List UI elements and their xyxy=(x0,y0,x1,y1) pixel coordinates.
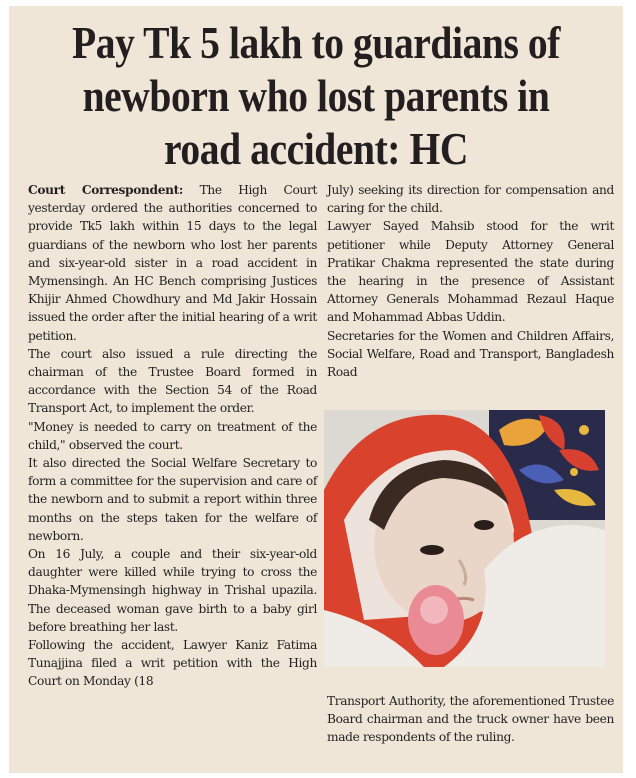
paragraph: Lawyer Sayed Mahsib stood for the writ petitioner while Deputy Attorney General Pratikar Chakma represented the state during the hearing in the presence of Assistant Attorney Generals Mohammad Rezaul Haque and Mohammad Abbas Uddin. xyxy=(327,219,614,325)
paragraph-text: The High Court yesterday ordered the authorities concerned to provide Tk5 lakh within 15 days to the legal guardians of the newborn who lost her parents and six-year-old sister in a road accident in Mymensingh. An HC Bench comprising Justices Khijir Ahmed Chowdhury and Md Jakir Hossain issued the order after the initial hearing of a writ petition. xyxy=(28,183,317,343)
paragraph: Following the accident, Lawyer Kaniz Fatima Tunajjina filed a writ petition with the High Court on Monday (18 xyxy=(28,638,317,689)
headline: Pay Tk 5 lakh to guardians of newborn who lost parents in road accident: HC xyxy=(71,17,561,174)
paragraph: The court also issued a rule directing the chairman of the Trustee Board formed in accordance with the Section 54 of the Road Transport Act, to implement the order. xyxy=(28,346,317,416)
paragraph: Secretaries for the Women and Children Affairs, Social Welfare, Road and Transport, Bangladesh Road xyxy=(327,328,614,380)
column-left xyxy=(28,181,317,691)
paragraph: "Money is needed to carry on treatment of the child," observed the court. xyxy=(28,419,317,452)
paragraph: July) seeking its direction for compensation and caring for the child. xyxy=(327,183,614,216)
column-right-top xyxy=(327,181,614,381)
paragraph: On 16 July, a couple and their six-year-old daughter were killed while trying to cross the Dhaka-Mymensingh highway in Trishal upazila. The deceased woman gave birth to a baby girl before breathing her last. xyxy=(28,547,317,634)
newborn-photo-illustration xyxy=(324,410,605,667)
column-right-bottom xyxy=(327,692,614,747)
paragraph: It also directed the Social Welfare Secretary to form a committee for the supervision and care of the newborn and to submit a report within three months on the steps taken for the welfare of newborn. xyxy=(28,456,317,543)
paragraph: Transport Authority, the aforementioned Trustee Board chairman and the truck owner have been made respondents of the ruling. xyxy=(327,694,614,745)
paragraph xyxy=(28,181,317,345)
newborn-photo xyxy=(324,410,605,667)
byline: Court Correspondent: xyxy=(28,183,184,197)
